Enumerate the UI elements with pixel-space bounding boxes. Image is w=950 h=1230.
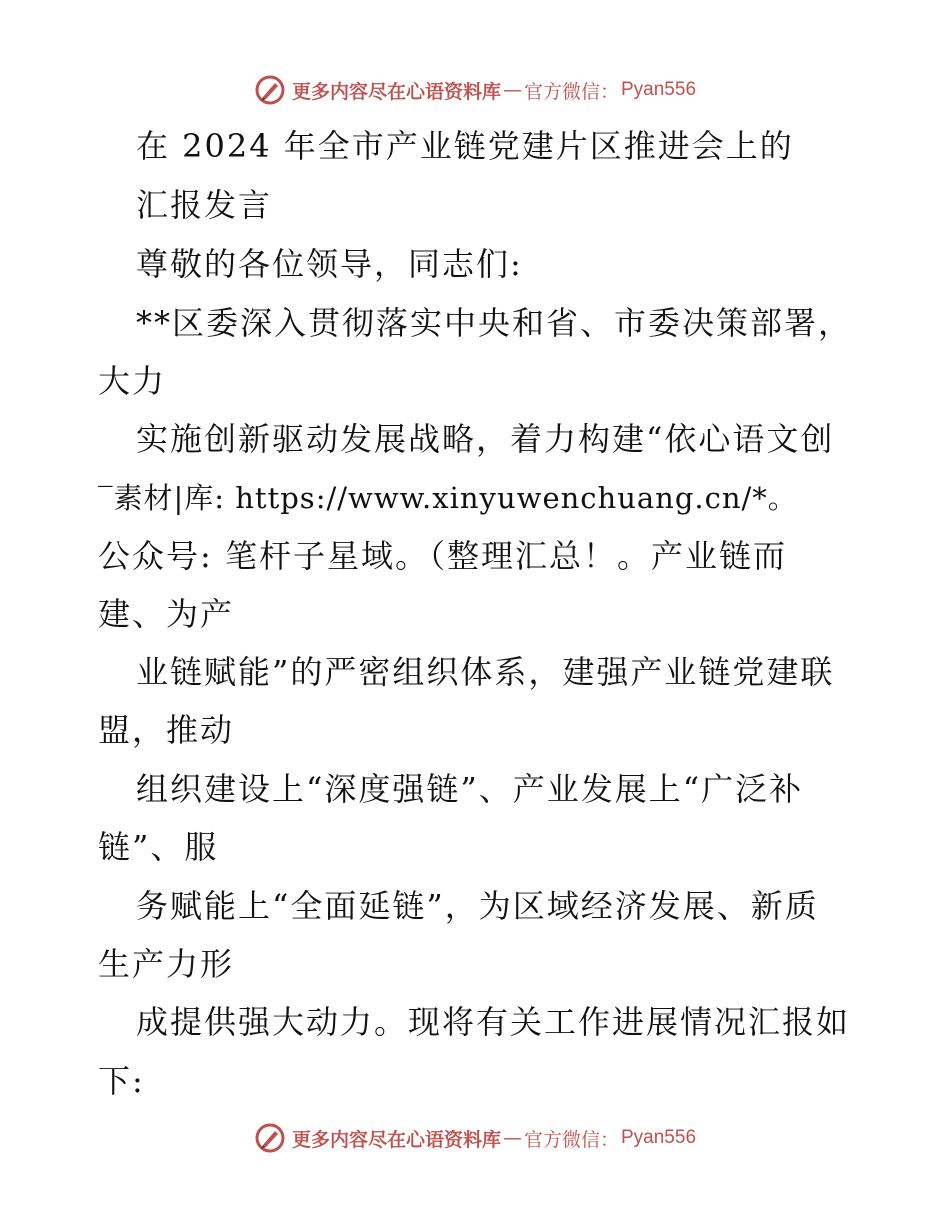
- doc-line: 实施创新驱动发展战略，着力构建“依心语文创: [136, 420, 835, 458]
- doc-line: 公众号: 笔杆子星域。（整理汇总！。产业链而: [98, 537, 787, 575]
- doc-line: 盟，推动: [98, 711, 235, 749]
- watermark-separator: —: [502, 79, 522, 101]
- footer-watermark: [0, 1118, 950, 1158]
- doc-line: 组织建设上“深度强链”、产业发展上“广泛补: [136, 770, 804, 808]
- doc-line: 业链赋能”的严密组织体系，建强产业链党建联: [136, 653, 835, 691]
- watermark-brand-text: 更多内容尽在心语资料库: [291, 1128, 501, 1151]
- pen-logo-icon: [254, 1122, 286, 1154]
- watermark-wechat-id: Pyan556: [621, 1127, 697, 1148]
- doc-line: 成提供强大动力。现将有关工作进展情况汇报如: [136, 1003, 851, 1041]
- doc-line: **区委深入贯彻落实中央和省、市委决策部署，: [136, 304, 853, 342]
- doc-line: 下:: [98, 1062, 145, 1100]
- watermark-brand-text: 更多内容尽在心语资料库: [291, 80, 501, 103]
- doc-line-url: ‾素材|库: https://www.xinyuwenchuang.cn/*。: [98, 481, 798, 515]
- doc-salutation: 尊敬的各位领导，同志们:: [136, 245, 523, 283]
- header-watermark: [0, 70, 950, 110]
- doc-title-line-1: 在 2024 年全市产业链党建片区推进会上的: [136, 127, 794, 165]
- watermark-wechat-label: 官方微信：: [523, 1128, 619, 1151]
- doc-line: 务赋能上“全面延链”，为区域经济发展、新质: [136, 887, 819, 925]
- doc-line: 生产力形: [98, 945, 235, 983]
- doc-line: 链”、服: [98, 828, 219, 866]
- doc-title-line-2: 汇报发言: [136, 186, 273, 224]
- watermark-wechat-id: Pyan556: [621, 79, 697, 100]
- doc-line: 大力: [98, 362, 167, 400]
- watermark-wechat-label: 官方微信：: [523, 80, 619, 103]
- doc-line: 建、为产: [98, 595, 235, 633]
- pen-logo-icon: [254, 74, 286, 106]
- watermark-separator: —: [502, 1127, 522, 1149]
